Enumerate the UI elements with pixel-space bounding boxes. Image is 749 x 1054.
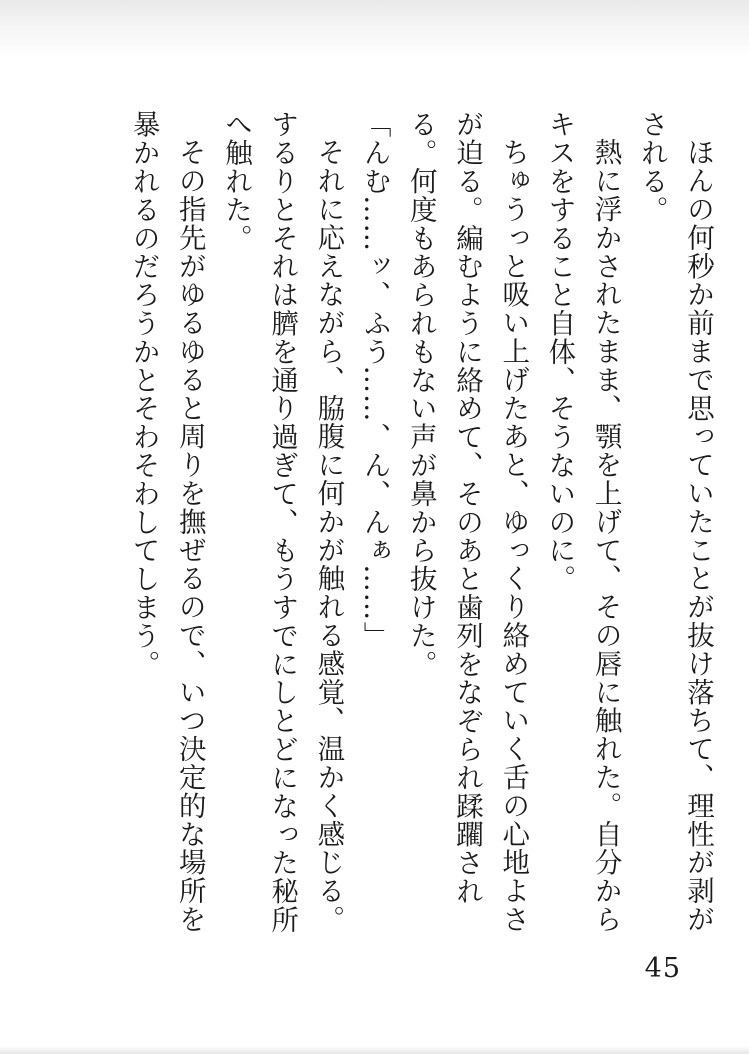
top-shadow: [0, 0, 749, 58]
paragraph-1: ほんの何秒か前まで思っていたことが抜け落ちて、理性が剥がされる。: [635, 110, 714, 933]
bottom-shadow: [0, 1046, 749, 1054]
paragraph-2: 熱に浮かされたまま、顎を上げて、その唇に触れた。自分からキスをすること自体、そうないのに。: [543, 110, 622, 933]
paragraph-3: ちゅうっと吸い上げたあと、ゆっくり絡めていく舌の心地よさが迫る。編むように絡めて、そのあと歯列をなぞられ蹂躙される。何度もあられもない声が鼻から抜けた。: [404, 110, 530, 933]
vertical-text-body: [120, 110, 721, 950]
paragraph-6: その指先がゆるゆると周りを撫ぜるので、いつ決定的な場所を暴かれるのだろうかとそわそわしてしまう。: [127, 110, 206, 933]
dialog-line: 「んむ……ッ、ふう……、ん、んぁ……」: [358, 110, 391, 650]
paragraph-5: それに応えながら、脇腹に何かが触れる感覚、温かく感じる。するりとそれは臍を通り過ぎて、もうすでにしとどになった秘所へ触れた。: [219, 110, 345, 934]
page-number: 45: [644, 953, 681, 984]
